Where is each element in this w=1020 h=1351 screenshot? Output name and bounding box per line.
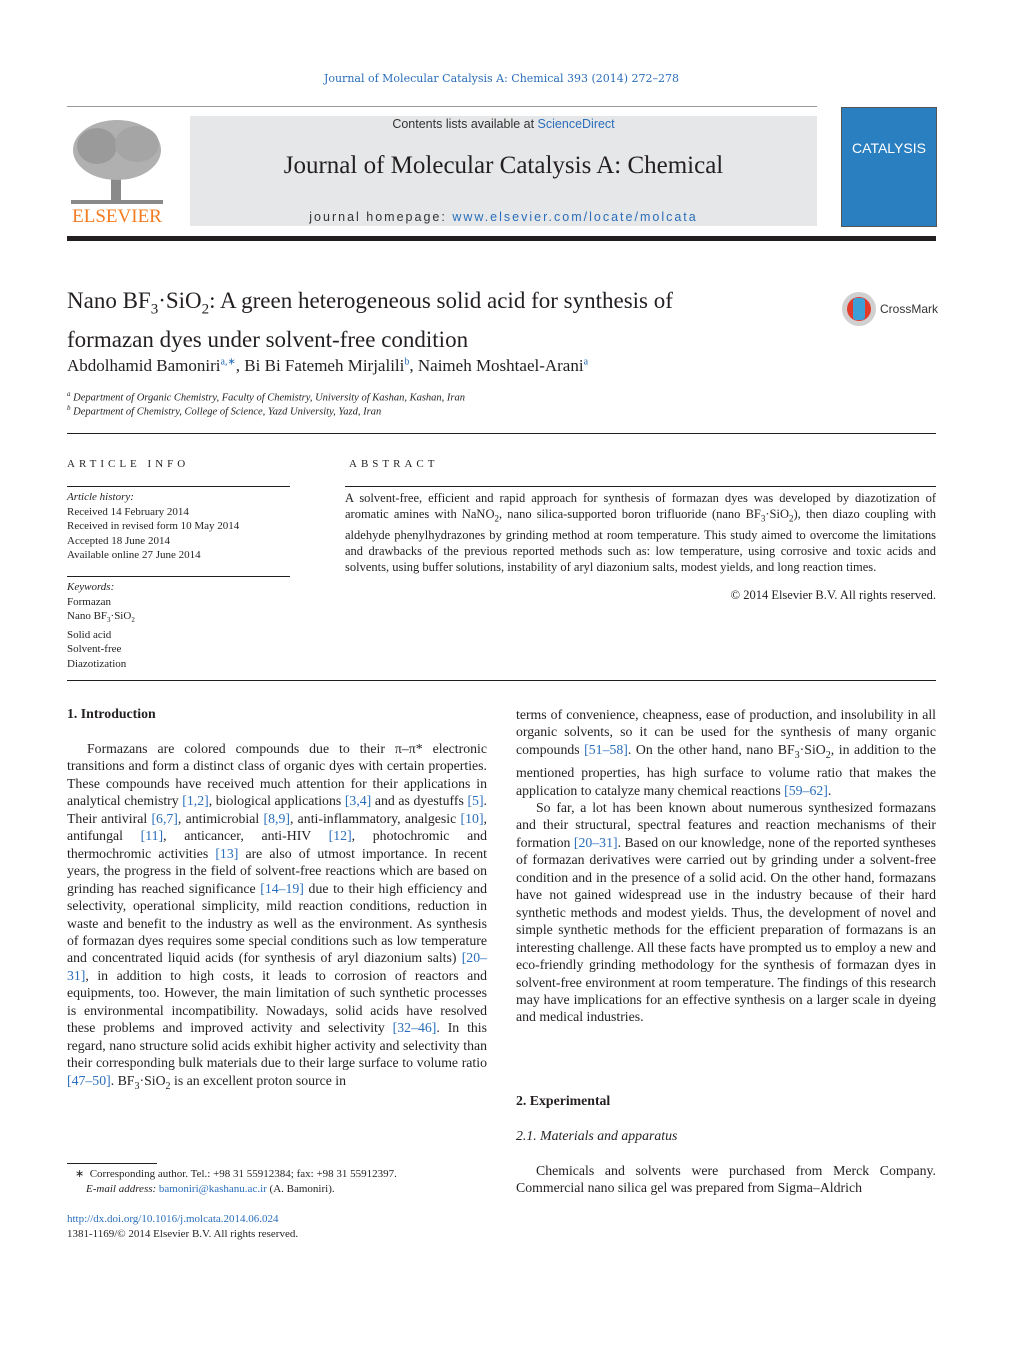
author-list: Abdolhamid Bamoniri$^{a,∗}$, Bi Bi Fatemeh Mirjalili$^b$, Naimeh Moshtael-Arani$^a$ bbox=[67, 356, 589, 375]
materials-text: Chemicals and solvents were purchased from Merck Company. Commercial nano silica gel was prepared from Sigma–Aldrich bbox=[516, 1163, 936, 1196]
history-label: Article history: bbox=[67, 491, 134, 503]
author-affil-marker[interactable]: a,∗ bbox=[220, 356, 236, 368]
divider bbox=[67, 486, 290, 487]
reference-link[interactable]: [10] bbox=[460, 810, 484, 826]
title-line-2: formazan dyes under solvent-free condition bbox=[67, 326, 469, 352]
affiliation-text: Department of Chemistry, College of Science, Yazd University, Yazd, Iran bbox=[73, 406, 382, 418]
email-owner: (A. Bamoniri). bbox=[269, 1183, 335, 1195]
keyword: Diazotization bbox=[67, 657, 127, 670]
corresponding-text: Corresponding author. Tel.: +98 31 55912384; fax: +98 31 55912397. bbox=[89, 1168, 397, 1180]
reference-link[interactable]: [20–31] bbox=[573, 834, 618, 850]
homepage-link[interactable]: www.elsevier.com/locate/molcata bbox=[452, 210, 698, 224]
reference-link[interactable]: [20–31] bbox=[67, 950, 487, 983]
doi-link[interactable]: http://dx.doi.org/10.1016/j.molcata.2014.06.024 bbox=[67, 1213, 279, 1225]
article-history bbox=[67, 490, 239, 563]
keyword: Solid acid bbox=[67, 628, 112, 641]
reference-link[interactable]: [8,9] bbox=[263, 810, 290, 826]
author-name: Naimeh Moshtael-Arani bbox=[417, 356, 584, 375]
footnote-rule bbox=[67, 1163, 157, 1164]
reference-link[interactable]: [59–62] bbox=[784, 782, 828, 798]
reference-link[interactable]: [47–50] bbox=[67, 1072, 111, 1088]
header-rule bbox=[67, 106, 817, 107]
author-affil-marker[interactable]: a bbox=[583, 356, 589, 368]
introduction-text: Formazans are colored compounds due to their π–π* electronic transitions and form a distinct class of organic dyes with certain properties. These compounds have received much attention for their applications in analytical chemistry [1,2], biological applications [3,4] and as dyestuffs [5]. Their antiviral [6,7], antimicrobial [8,9], anti-inflammatory, analgesic [10], antifungal [11], anticancer, anti-HIV [12], photochromic and thermochromic activities [13] are also of utmost importance. In recent years, the progress in the field of solvent-free reactions which are based on grinding has reached significance [14–19] due to their high efficiency and selectivity, operational simplicity, mild reaction conditions, reduction in waste and benefit to the industry as well as the environment. As synthesis of formazan dyes requires some special conditions such as low temperature and concentrated liquid acids (for synthesis of aryl diazonium salts) [20–31], in addition to high costs, it leads to corrosion of reactors and equipments, too. However, the main limitation of such synthetic processes is environmental incompatibility. Nowadays, solid acids have resolved these problems and improved activity and selectivity [32–46]. In this regard, nano structure solid acids exhibit higher activity and selectivity than their corresponding bulk materials due to their large surface to volume ratio [47–50]. $BF_3\cdot SiO_2$ is an excellent proton source in bbox=[67, 741, 487, 1092]
article-info-heading: ARTICLE INFO bbox=[67, 458, 190, 470]
reference-link[interactable]: [1,2] bbox=[182, 793, 209, 809]
reference-link[interactable]: [32–46] bbox=[392, 1020, 437, 1036]
crossmark-label: CrossMark bbox=[880, 302, 939, 316]
homepage-prefix: journal homepage: bbox=[309, 210, 453, 224]
email-label: E-mail address: bbox=[86, 1183, 157, 1195]
date-received: Received 14 February 2014 bbox=[67, 505, 189, 518]
copyright: © 2014 Elsevier B.V. All rights reserved. bbox=[730, 588, 936, 602]
divider bbox=[67, 680, 936, 681]
affiliation-a: $^a$ Department of Organic Chemistry, Faculty of Chemistry, University of Kashan, Kashan, Iran bbox=[67, 390, 466, 404]
divider bbox=[67, 433, 936, 434]
reference-link[interactable]: [12] bbox=[328, 828, 352, 844]
keyword: Solvent-free bbox=[67, 643, 122, 656]
right-column-text: terms of convenience, cheapness, ease of production, and insolubility in all organic solvents, so it can be used for the synthesis of many organic compounds [51–58]. On the other hand, nano $BF_3\cdot SiO_2$, in addition to the mentioned properties, has high surface to volume ratio that makes the application to catalyze many chemical reactions [59–62]. So far, a lot has been known about numerous synthesized formazans and their structural, spectral features and reaction mechanisms of their formation [20–31]. Based on our knowledge, none of the reported syntheses of formazan derivatives were carried out by grinding under a solvent-free condition and in the presence of a solid acid. On the other hand, formazans have not gained widespread use in the industry because of their hard synthetic methods and modest yields. Thus, the development of novel and simple synthetic methods for the efficient preparation of formazans is an interesting challenge. All these facts have prompted us to employ a new and eco-friendly grinding methodology for the synthesis of formazan dyes in solvent-free environment at room temperature. The findings of this research may have implications for an effective synthesis on a larger scale in dyeing and medical industries. bbox=[516, 707, 937, 1025]
doi-block bbox=[67, 1212, 298, 1242]
title-compound: Nano $BF_3\cdot SiO_2$: bbox=[67, 288, 221, 318]
keywords bbox=[67, 580, 135, 671]
date-online: Available online 27 June 2014 bbox=[67, 549, 201, 561]
journal-citation[interactable]: Journal of Molecular Catalysis A: Chemical 393 (2014) 272–278 bbox=[323, 72, 680, 85]
journal-title: Journal of Molecular Catalysis A: Chemical bbox=[283, 152, 724, 179]
elsevier-logo bbox=[67, 118, 167, 228]
header-thick-rule bbox=[67, 236, 936, 241]
corresponding-author-note bbox=[75, 1167, 397, 1197]
contents-line bbox=[190, 117, 817, 131]
abstract-heading: ABSTRACT bbox=[349, 458, 439, 470]
date-accepted: Accepted 18 June 2014 bbox=[67, 534, 170, 547]
author-name: Abdolhamid Bamoniri bbox=[67, 356, 221, 375]
affiliation-text: Department of Organic Chemistry, Faculty of Chemistry, University of Kashan, Kashan, Iran bbox=[73, 392, 466, 404]
crossmark-badge[interactable] bbox=[840, 290, 940, 330]
keyword: Formazan bbox=[67, 595, 111, 608]
author-name: Bi Bi Fatemeh Mirjalili bbox=[244, 356, 405, 375]
date-revised: Received in revised form 10 May 2014 bbox=[67, 520, 240, 532]
article-title bbox=[67, 286, 807, 354]
reference-link[interactable]: [51–58] bbox=[584, 741, 628, 757]
keywords-label: Keywords: bbox=[67, 581, 115, 593]
abstract-body: A solvent-free, efficient and rapid approach for synthesis of formazan dyes was developed by diazotization of aromatic amines with NaNO$_2$, nano silica-supported boron trifluoride (nano $BF_3\cdot SiO_2$), then diazo coupling with aldehyde phenylhydrazones by grinding method at room temperature. This study aimed to overcome the limitations and drawbacks of the previous reported methods such as: low temperature, using corrosive and toxic acids and solvents, using buffer solutions, instability of aryl diazonium salts, modest yields, and long reaction times. bbox=[345, 491, 936, 574]
journal-homepage bbox=[190, 210, 817, 224]
title-line-1: A green heterogeneous solid acid for synthesis of bbox=[220, 288, 673, 313]
reference-link[interactable]: [6,7] bbox=[151, 810, 178, 826]
publisher-name: ELSEVIER bbox=[72, 206, 162, 227]
reference-link[interactable]: [11] bbox=[140, 828, 164, 844]
affiliation-b: $^b$ Department of Chemistry, College of Science, Yazd University, Yazd, Iran bbox=[67, 404, 382, 418]
reference-link[interactable]: [5] bbox=[467, 793, 484, 809]
author-affil-marker[interactable]: b bbox=[404, 356, 410, 368]
reference-link[interactable]: [13] bbox=[215, 845, 239, 861]
section-heading-introduction: 1. Introduction bbox=[67, 706, 156, 721]
email-link[interactable]: bamoniri@kashanu.ac.ir bbox=[158, 1183, 267, 1195]
contents-prefix: Contents lists available at bbox=[392, 117, 538, 131]
journal-cover[interactable] bbox=[841, 107, 937, 227]
cover-title: CATALYSIS bbox=[852, 140, 926, 156]
sciencedirect-link[interactable]: ScienceDirect bbox=[537, 117, 615, 131]
keyword: Nano $BF_3\cdot SiO_2$ bbox=[67, 610, 135, 625]
section-heading-experimental: 2. Experimental bbox=[516, 1093, 611, 1108]
crossmark-icon bbox=[840, 290, 880, 330]
asterisk-marker: ∗ bbox=[75, 1168, 85, 1180]
reference-link[interactable]: [14–19] bbox=[260, 880, 304, 896]
subsection-heading-materials: 2.1. Materials and apparatus bbox=[516, 1128, 678, 1143]
divider bbox=[67, 576, 290, 577]
divider bbox=[345, 486, 936, 487]
reference-link[interactable]: [3,4] bbox=[344, 793, 372, 809]
issn-line: 1381-1169/© 2014 Elsevier B.V. All rights reserved. bbox=[67, 1228, 299, 1240]
